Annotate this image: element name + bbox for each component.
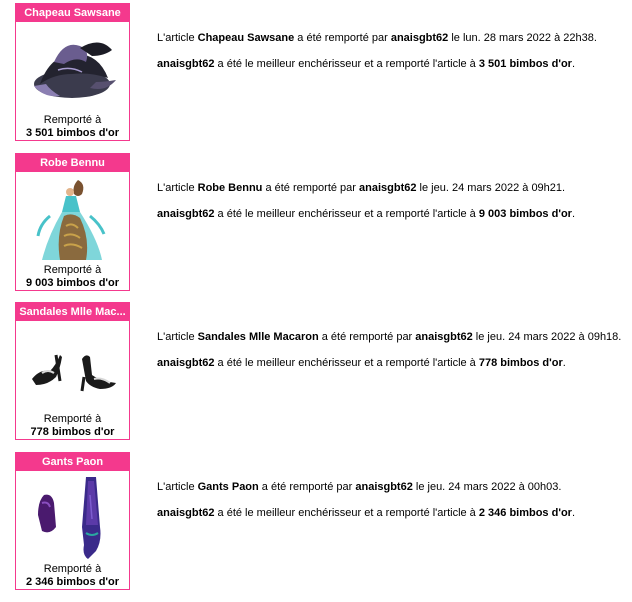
won-label: Remporté à: [43, 413, 102, 425]
won-price: 2 346 bimbos d'or: [25, 576, 120, 588]
auction-date: le jeu. 24 mars 2022 à 09h21.: [416, 182, 566, 194]
won-label: Remporté à: [43, 264, 102, 276]
item-card-title: Robe Bennu: [16, 154, 129, 172]
auction-bid-line: [157, 207, 575, 221]
winner-name: anaisgbt62: [390, 32, 449, 44]
item-card-footer: [16, 413, 129, 439]
won-label: Remporté à: [43, 563, 102, 575]
item-card[interactable]: [15, 3, 130, 141]
text-mid: a été le meilleur enchérisseur et a remporté l'article à: [214, 58, 479, 70]
sandals-image[interactable]: [20, 325, 125, 413]
hat-image[interactable]: [20, 26, 125, 114]
auction-date: le jeu. 24 mars 2022 à 00h03.: [412, 481, 562, 493]
item-card[interactable]: [15, 302, 130, 440]
auction-result-line: [157, 330, 621, 344]
text-mid: a été le meilleur enchérisseur et a remporté l'article à: [214, 357, 479, 369]
item-name: Chapeau Sawsane: [197, 32, 295, 44]
auction-entry-gants-paon: [0, 452, 632, 592]
text-prefix: L'article: [157, 331, 198, 343]
dress-image[interactable]: [20, 176, 125, 264]
item-name: Sandales Mlle Macaron: [197, 331, 319, 343]
item-card-footer: [16, 264, 129, 290]
auction-entry-chapeau-sawsane: [0, 3, 632, 143]
winner-name: anaisgbt62: [355, 481, 413, 493]
won-price: 778 bimbos d'or: [30, 426, 115, 438]
text-mid: a été remporté par: [294, 32, 391, 44]
final-price: 778 bimbos d'or: [478, 357, 563, 369]
winner-name: anaisgbt62: [157, 507, 215, 519]
item-card-title: Sandales Mlle Mac...: [16, 303, 129, 321]
item-card-footer: [16, 114, 129, 140]
text-prefix: L'article: [157, 481, 198, 493]
auction-result-line: [157, 181, 565, 195]
text-mid: a été le meilleur enchérisseur et a remporté l'article à: [214, 208, 479, 220]
item-card-title: Gants Paon: [16, 453, 129, 471]
auction-date: le lun. 28 mars 2022 à 22h38.: [448, 32, 597, 44]
item-card[interactable]: [15, 452, 130, 590]
auction-result-line: [157, 480, 561, 494]
winner-name: anaisgbt62: [359, 182, 417, 194]
auction-entry-robe-bennu: [0, 153, 632, 293]
final-price: 2 346 bimbos d'or: [478, 507, 572, 519]
text-mid: a été le meilleur enchérisseur et a remporté l'article à: [214, 507, 479, 519]
auction-bid-line: [157, 506, 575, 520]
item-card-title: Chapeau Sawsane: [16, 4, 129, 22]
auction-bid-line: [157, 356, 566, 370]
auction-entry-sandales-mlle-macaron: [0, 302, 632, 442]
won-price: 3 501 bimbos d'or: [25, 127, 120, 139]
text-end: .: [571, 507, 576, 519]
final-price: 3 501 bimbos d'or: [478, 58, 572, 70]
text-end: .: [571, 208, 576, 220]
text-mid: a été remporté par: [262, 182, 360, 194]
text-end: .: [562, 357, 566, 369]
auction-result-line: [157, 31, 597, 45]
text-mid: a été remporté par: [318, 331, 416, 343]
text-prefix: L'article: [157, 32, 198, 44]
winner-name: anaisgbt62: [157, 208, 215, 220]
won-price: 9 003 bimbos d'or: [25, 277, 120, 289]
text-mid: a été remporté par: [258, 481, 356, 493]
auction-date: le jeu. 24 mars 2022 à 09h18.: [472, 331, 622, 343]
item-card-footer: [16, 563, 129, 589]
won-label: Remporté à: [43, 114, 102, 126]
winner-name: anaisgbt62: [157, 357, 215, 369]
text-prefix: L'article: [157, 182, 198, 194]
text-end: .: [571, 58, 576, 70]
auction-bid-line: [157, 57, 575, 71]
gloves-image[interactable]: [20, 475, 125, 563]
final-price: 9 003 bimbos d'or: [478, 208, 572, 220]
item-name: Robe Bennu: [197, 182, 263, 194]
item-name: Gants Paon: [197, 481, 259, 493]
item-card[interactable]: [15, 153, 130, 291]
winner-name: anaisgbt62: [415, 331, 473, 343]
winner-name: anaisgbt62: [157, 58, 215, 70]
